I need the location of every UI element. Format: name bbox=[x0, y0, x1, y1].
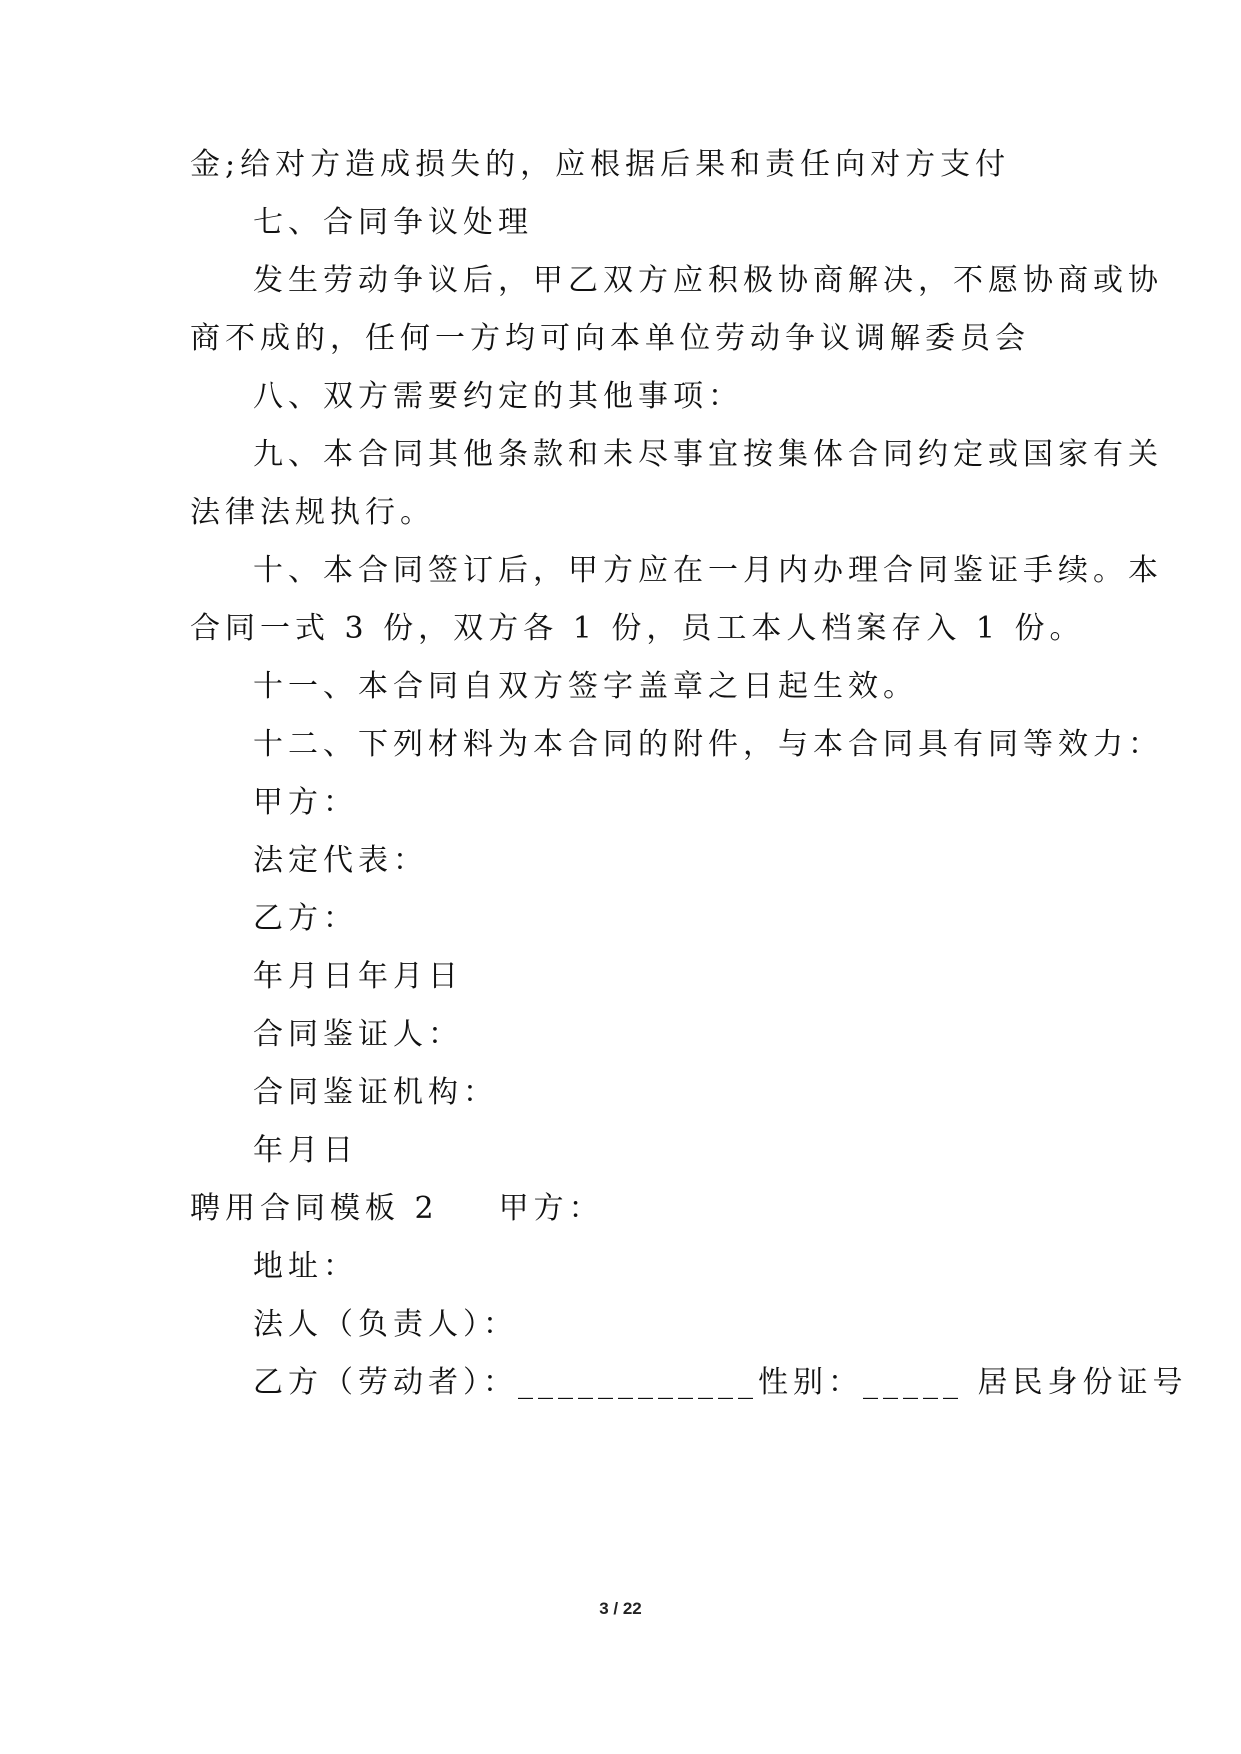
text-line-8: 十、本合同签订后，甲方应在一月内办理合同鉴证手续。本 bbox=[253, 553, 1163, 588]
text-line-3: 发生劳动争议后，甲乙双方应积极协商解决，不愿协商或协 bbox=[253, 263, 1163, 298]
text-line-6: 九、本合同其他条款和未尽事宜按集体合同约定或国家有关 bbox=[253, 437, 1163, 472]
section-heading-7: 七、合同争议处理 bbox=[253, 205, 533, 240]
page-number: 3 / 22 bbox=[599, 1599, 642, 1618]
text-line-4: 商不成的，任何一方均可向本单位劳动争议调解委员会 bbox=[190, 321, 1030, 356]
legal-person-label: 法人（负责人）： bbox=[253, 1307, 518, 1342]
contract-verifier-label: 合同鉴证人： bbox=[253, 1017, 463, 1052]
legal-representative-label: 法定代表： bbox=[253, 843, 428, 878]
party-b-worker-line: 乙方（劳动者）：____________性别：_____ 居民身份证号 bbox=[253, 1365, 1188, 1400]
address-label: 地址： bbox=[253, 1249, 358, 1284]
text-line-10: 十一、本合同自双方签字盖章之日起生效。 bbox=[253, 669, 918, 704]
party-b-label: 乙方： bbox=[253, 901, 358, 936]
section-heading-8: 八、双方需要约定的其他事项： bbox=[253, 379, 743, 414]
text-line-7: 法律法规执行。 bbox=[190, 495, 435, 530]
date-line-1: 年月日年月日 bbox=[253, 959, 463, 994]
text-line-9: 合同一式 3 份，双方各 1 份，员工本人档案存入 1 份。 bbox=[190, 611, 1085, 646]
text-line-11: 十二、下列材料为本合同的附件，与本合同具有同等效力： bbox=[253, 727, 1163, 762]
template-heading-line bbox=[190, 1189, 604, 1229]
party-a-label: 甲方： bbox=[253, 785, 358, 820]
template-party-a: 甲方： bbox=[498, 1191, 604, 1226]
date-line-2: 年月日 bbox=[253, 1133, 358, 1168]
template-title: 聘用合同模板 2 bbox=[190, 1191, 439, 1226]
text-line-1: 金;给对方造成损失的，应根据后果和责任向对方支付 bbox=[190, 147, 1011, 182]
contract-verification-agency-label: 合同鉴证机构： bbox=[253, 1075, 498, 1110]
